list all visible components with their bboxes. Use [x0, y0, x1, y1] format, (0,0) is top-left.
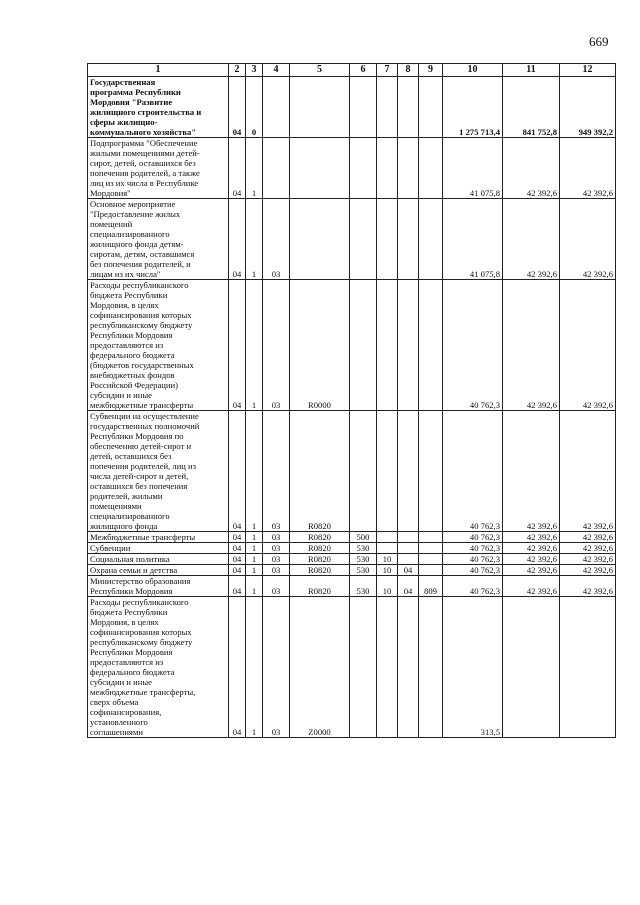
row-value-cell	[377, 280, 398, 411]
row-value-cell: 0	[246, 77, 263, 138]
row-value-cell	[377, 199, 398, 280]
page-number: 669	[589, 34, 609, 49]
row-value-cell: 03	[263, 565, 290, 576]
column-header: 5	[290, 64, 350, 77]
table-row	[88, 576, 616, 597]
table-body	[88, 77, 616, 738]
row-value-cell: 42 392,6	[560, 532, 616, 543]
row-name-cell: Социальная политика	[88, 554, 229, 565]
row-value-cell	[419, 280, 443, 411]
row-value-cell	[398, 597, 419, 738]
row-name-cell: Подпрограмма "Обеспечение жилыми помещениями детей- сирот, детей, оставшихся без попечения родителей, а также лиц из их числа в Республике Мордовия"	[88, 138, 229, 199]
row-value-cell: 1	[246, 280, 263, 411]
row-value-cell: 42 392,6	[503, 543, 560, 554]
row-value-cell: 04	[229, 576, 246, 597]
row-value-cell: R0820	[290, 565, 350, 576]
row-value-cell	[290, 199, 350, 280]
row-value-cell	[419, 543, 443, 554]
row-value-cell: 42 392,6	[503, 565, 560, 576]
row-value-cell: 530	[350, 565, 377, 576]
row-name-cell: Основное мероприятие "Предоставление жилых помещений специализированного жилищного фонда детям- сиротам, детям, оставшимся без попечения родителей, и лицам из их числа"	[88, 199, 229, 280]
row-value-cell	[398, 554, 419, 565]
row-value-cell	[398, 532, 419, 543]
column-header: 2	[229, 64, 246, 77]
row-value-cell	[419, 597, 443, 738]
row-value-cell	[419, 138, 443, 199]
row-value-cell: 03	[263, 280, 290, 411]
row-value-cell: 04	[229, 532, 246, 543]
row-value-cell: 500	[350, 532, 377, 543]
row-value-cell	[377, 532, 398, 543]
row-value-cell	[350, 597, 377, 738]
row-value-cell: 42 392,6	[503, 411, 560, 532]
row-value-cell: 04	[229, 411, 246, 532]
row-value-cell	[350, 77, 377, 138]
row-value-cell: 1	[246, 543, 263, 554]
table-row	[88, 77, 616, 138]
row-value-cell: 42 392,6	[503, 532, 560, 543]
row-value-cell: 04	[229, 77, 246, 138]
row-value-cell	[350, 199, 377, 280]
row-value-cell: 1	[246, 532, 263, 543]
row-value-cell: 1	[246, 138, 263, 199]
row-name-cell: Расходы республиканского бюджета Республики Мордовия, в целях софинансирования которых республиканскому бюджету Республики Мордовия предоставляются из федерального бюджета субсидии и иные межбюджетные трансферты, сверх объема софинансирования, установленного соглашениями	[88, 597, 229, 738]
row-value-cell: 10	[377, 576, 398, 597]
budget-table	[87, 63, 616, 738]
row-value-cell: 03	[263, 543, 290, 554]
row-value-cell	[290, 77, 350, 138]
row-value-cell: 313,5	[443, 597, 503, 738]
row-value-cell: 1	[246, 597, 263, 738]
row-value-cell: 530	[350, 576, 377, 597]
column-header: 3	[246, 64, 263, 77]
row-value-cell: R0820	[290, 543, 350, 554]
row-value-cell: 530	[350, 543, 377, 554]
row-value-cell: 03	[263, 532, 290, 543]
table-row	[88, 532, 616, 543]
row-value-cell: 40 762,3	[443, 532, 503, 543]
column-header: 6	[350, 64, 377, 77]
row-value-cell: 03	[263, 576, 290, 597]
table-row	[88, 199, 616, 280]
row-value-cell: 04	[229, 597, 246, 738]
row-value-cell	[263, 138, 290, 199]
row-value-cell: 841 752,8	[503, 77, 560, 138]
table-row	[88, 554, 616, 565]
row-name-cell: Охрана семьи и детства	[88, 565, 229, 576]
row-name-cell: Государственная программа Республики Мордовия "Развитие жилищного строительства и сферы жилищно- коммунального хозяйства"	[88, 77, 229, 138]
row-value-cell: R0820	[290, 411, 350, 532]
row-value-cell: 1	[246, 554, 263, 565]
column-header: 12	[560, 64, 616, 77]
row-value-cell	[377, 138, 398, 199]
row-value-cell: 04	[398, 576, 419, 597]
row-value-cell	[377, 411, 398, 532]
row-value-cell	[503, 597, 560, 738]
row-value-cell	[377, 543, 398, 554]
row-value-cell: Z0000	[290, 597, 350, 738]
column-header: 8	[398, 64, 419, 77]
row-value-cell	[350, 138, 377, 199]
row-value-cell: 40 762,3	[443, 543, 503, 554]
table-row	[88, 565, 616, 576]
row-value-cell: 40 762,3	[443, 565, 503, 576]
row-value-cell: R0820	[290, 576, 350, 597]
row-value-cell	[419, 411, 443, 532]
column-header: 1	[88, 64, 229, 77]
row-value-cell: 42 392,6	[560, 554, 616, 565]
row-value-cell	[377, 597, 398, 738]
row-value-cell: 41 075,8	[443, 138, 503, 199]
row-value-cell: 04	[398, 565, 419, 576]
column-header: 11	[503, 64, 560, 77]
row-value-cell: 04	[229, 565, 246, 576]
row-name-cell: Субвенции	[88, 543, 229, 554]
row-value-cell	[398, 199, 419, 280]
column-header: 4	[263, 64, 290, 77]
row-value-cell: 1 275 713,4	[443, 77, 503, 138]
row-value-cell: 40 762,3	[443, 576, 503, 597]
row-value-cell: 42 392,6	[560, 411, 616, 532]
row-value-cell	[263, 77, 290, 138]
table-row	[88, 411, 616, 532]
row-value-cell: 04	[229, 199, 246, 280]
row-value-cell: 42 392,6	[560, 565, 616, 576]
column-header: 9	[419, 64, 443, 77]
row-value-cell: 40 762,3	[443, 280, 503, 411]
row-value-cell: 42 392,6	[560, 199, 616, 280]
table-row	[88, 138, 616, 199]
row-value-cell: 1	[246, 565, 263, 576]
row-value-cell: R0820	[290, 532, 350, 543]
row-value-cell	[350, 280, 377, 411]
table-row	[88, 543, 616, 554]
row-value-cell	[377, 77, 398, 138]
row-value-cell	[419, 77, 443, 138]
row-value-cell: 42 392,6	[503, 280, 560, 411]
row-value-cell: 809	[419, 576, 443, 597]
row-value-cell: 40 762,3	[443, 554, 503, 565]
row-value-cell: 04	[229, 554, 246, 565]
header-row	[88, 64, 616, 77]
row-value-cell: R0820	[290, 554, 350, 565]
row-value-cell: 03	[263, 597, 290, 738]
row-value-cell	[398, 543, 419, 554]
row-value-cell: 42 392,6	[503, 576, 560, 597]
row-value-cell: 10	[377, 565, 398, 576]
row-value-cell: 42 392,6	[560, 576, 616, 597]
row-value-cell	[419, 554, 443, 565]
row-value-cell: 1	[246, 576, 263, 597]
row-value-cell: 04	[229, 543, 246, 554]
row-value-cell	[290, 138, 350, 199]
row-value-cell: 42 392,6	[560, 138, 616, 199]
row-value-cell: 1	[246, 411, 263, 532]
row-value-cell: 04	[229, 138, 246, 199]
row-value-cell	[398, 280, 419, 411]
row-name-cell: Расходы республиканского бюджета Республики Мордовия, в целях софинансирования которых республиканскому бюджету Республики Мордовия предоставляются из федерального бюджета (бюджетов государственных внебюджетных фондов Российской Федерации) субсидии и иные межбюджетные трансферты	[88, 280, 229, 411]
row-name-cell: Субвенции на осуществление государственных полномочий Республики Мордовия по обеспечению детей-сирот и детей, оставшихся без попечения родителей, лиц из числа детей-сирот и детей, оставшихся без попечения родителей, жилыми помещениями специализированного жилищного фонда	[88, 411, 229, 532]
row-value-cell: 40 762,3	[443, 411, 503, 532]
row-value-cell: 42 392,6	[503, 138, 560, 199]
row-value-cell	[398, 411, 419, 532]
column-header: 7	[377, 64, 398, 77]
row-value-cell: 03	[263, 411, 290, 532]
row-value-cell: 04	[229, 280, 246, 411]
row-name-cell: Межбюджетные трансферты	[88, 532, 229, 543]
row-value-cell: 42 392,6	[503, 554, 560, 565]
row-value-cell: 530	[350, 554, 377, 565]
row-value-cell: 42 392,6	[560, 280, 616, 411]
row-value-cell: 03	[263, 554, 290, 565]
row-value-cell	[350, 411, 377, 532]
column-header: 10	[443, 64, 503, 77]
row-name-cell: Министерство образования Республики Мордовия	[88, 576, 229, 597]
row-value-cell: 1	[246, 199, 263, 280]
row-value-cell: 10	[377, 554, 398, 565]
row-value-cell: 41 075,8	[443, 199, 503, 280]
table-row	[88, 280, 616, 411]
row-value-cell	[419, 565, 443, 576]
row-value-cell: 949 392,2	[560, 77, 616, 138]
row-value-cell: 03	[263, 199, 290, 280]
row-value-cell: R0000	[290, 280, 350, 411]
row-value-cell	[560, 597, 616, 738]
row-value-cell	[398, 77, 419, 138]
row-value-cell: 42 392,6	[503, 199, 560, 280]
row-value-cell	[398, 138, 419, 199]
row-value-cell	[419, 532, 443, 543]
row-value-cell: 42 392,6	[560, 543, 616, 554]
row-value-cell	[419, 199, 443, 280]
table-row	[88, 597, 616, 738]
